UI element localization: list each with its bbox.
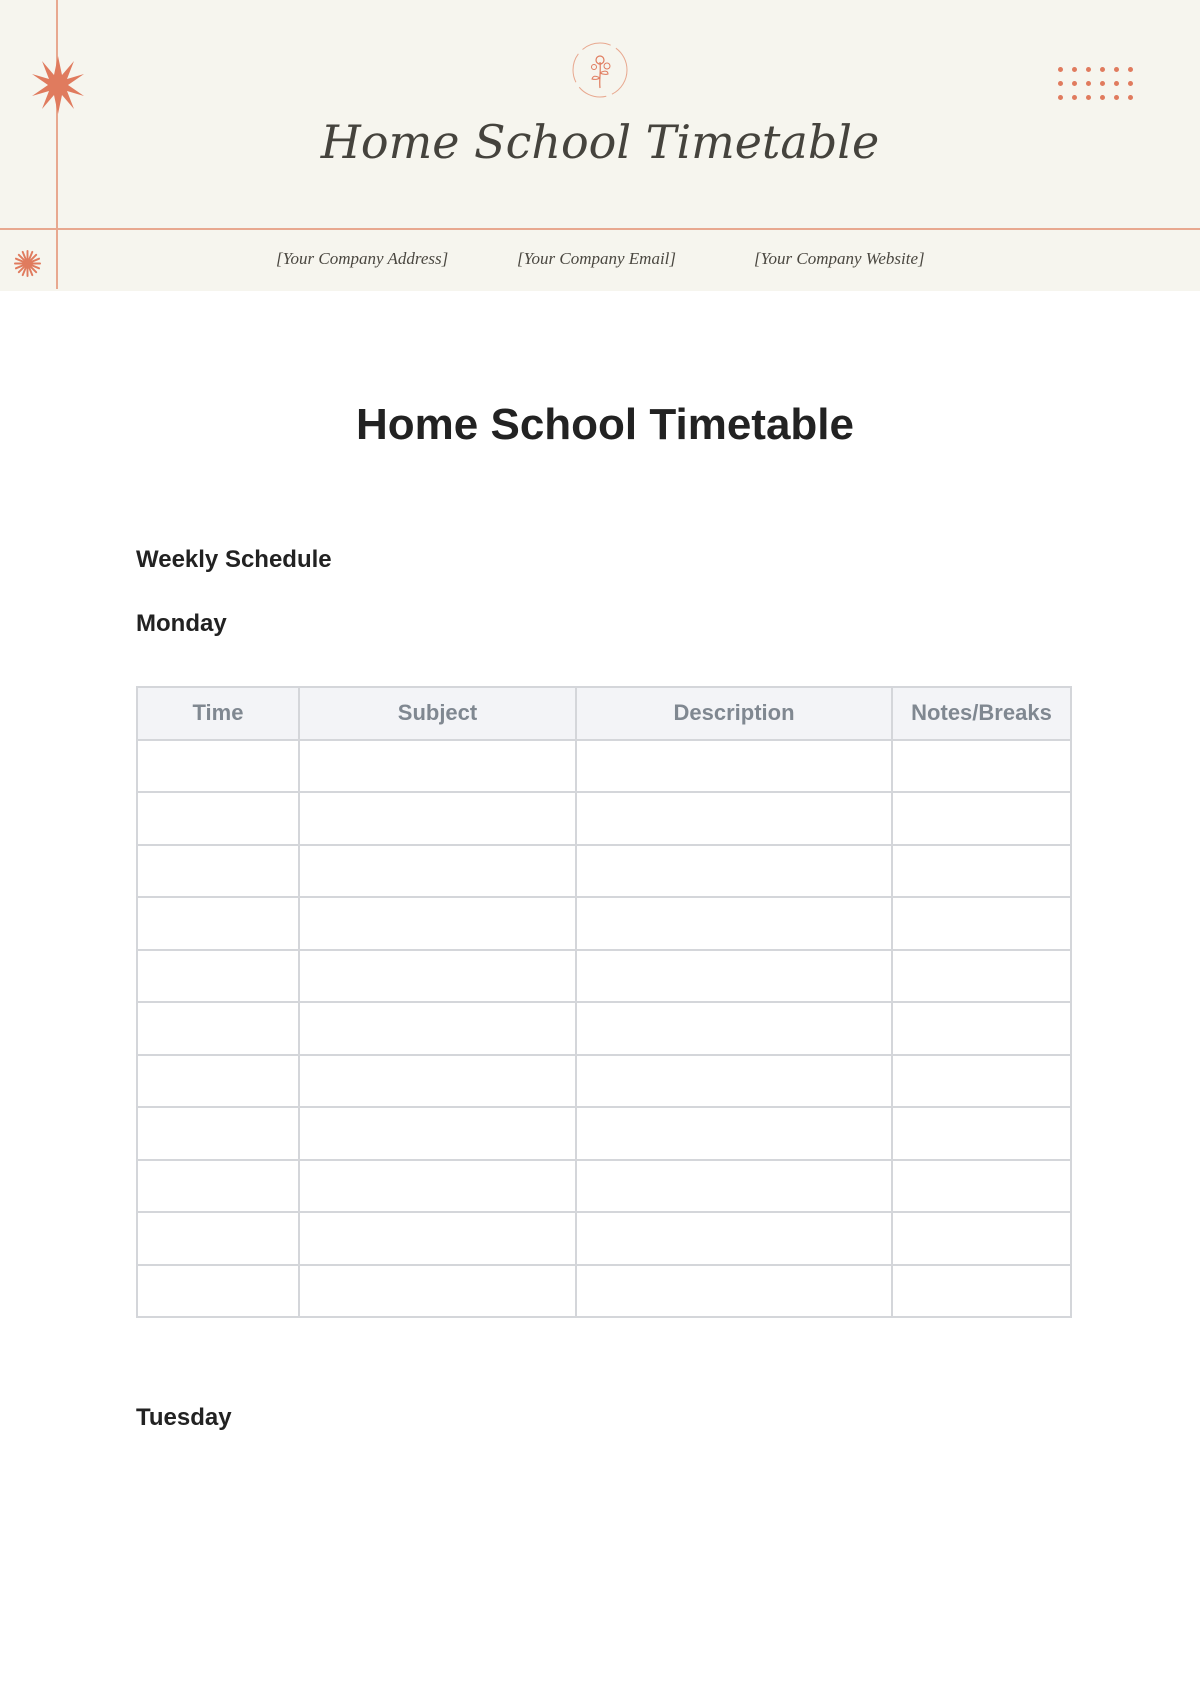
table-cell[interactable] — [137, 1002, 299, 1055]
table-cell[interactable] — [299, 1265, 576, 1318]
column-header-notes: Notes/Breaks — [892, 687, 1071, 740]
table-cell[interactable] — [299, 740, 576, 793]
table-cell[interactable] — [892, 1212, 1071, 1265]
table-cell[interactable] — [892, 792, 1071, 845]
company-website: [Your Company Website] — [754, 249, 925, 268]
table-cell[interactable] — [137, 1107, 299, 1160]
table-cell[interactable] — [576, 792, 892, 845]
table-cell[interactable] — [137, 845, 299, 898]
table-cell[interactable] — [299, 792, 576, 845]
column-header-subject: Subject — [299, 687, 576, 740]
table-cell[interactable] — [137, 1160, 299, 1213]
document-title: Home School Timetable — [356, 400, 854, 449]
dot-grid-decoration — [1058, 67, 1142, 103]
table-cell[interactable] — [576, 1160, 892, 1213]
table-cell[interactable] — [299, 845, 576, 898]
table-cell[interactable] — [576, 740, 892, 793]
table-cell[interactable] — [892, 1265, 1071, 1318]
table-row — [137, 1160, 1071, 1213]
table-cell[interactable] — [576, 1107, 892, 1160]
table-cell[interactable] — [299, 1107, 576, 1160]
table-cell[interactable] — [892, 950, 1071, 1003]
letterhead-title: Home School Timetable — [320, 115, 880, 169]
table-cell[interactable] — [576, 897, 892, 950]
horizontal-rule — [0, 228, 1200, 230]
table-cell[interactable] — [137, 950, 299, 1003]
company-email: [Your Company Email] — [517, 249, 677, 268]
letterhead — [0, 0, 1200, 291]
weekly-schedule-heading: Weekly Schedule — [136, 546, 332, 573]
starburst-small-icon — [14, 250, 41, 277]
table-cell[interactable] — [299, 950, 576, 1003]
table-cell[interactable] — [892, 845, 1071, 898]
table-cell[interactable] — [299, 1160, 576, 1213]
table-row — [137, 1107, 1071, 1160]
table-row — [137, 897, 1071, 950]
table-cell[interactable] — [892, 897, 1071, 950]
table-row — [137, 792, 1071, 845]
column-header-description: Description — [576, 687, 892, 740]
table-cell[interactable] — [137, 1055, 299, 1108]
table-row — [137, 845, 1071, 898]
table-row — [137, 1002, 1071, 1055]
flower-logo-icon — [570, 40, 630, 100]
table-cell[interactable] — [299, 897, 576, 950]
table-row — [137, 740, 1071, 793]
table-cell[interactable] — [137, 1265, 299, 1318]
table-cell[interactable] — [892, 1160, 1071, 1213]
table-cell[interactable] — [576, 950, 892, 1003]
table-row — [137, 1265, 1071, 1318]
table-cell[interactable] — [576, 1265, 892, 1318]
table-cell[interactable] — [576, 1055, 892, 1108]
table-cell[interactable] — [137, 740, 299, 793]
table-cell[interactable] — [576, 1212, 892, 1265]
table-cell[interactable] — [576, 845, 892, 898]
table-cell[interactable] — [892, 1107, 1071, 1160]
table-cell[interactable] — [299, 1002, 576, 1055]
table-cell[interactable] — [137, 1212, 299, 1265]
table-cell[interactable] — [892, 1055, 1071, 1108]
table-header-row — [137, 687, 1071, 740]
company-address: [Your Company Address] — [276, 249, 449, 268]
table-row — [137, 1055, 1071, 1108]
monday-heading: Monday — [136, 610, 227, 637]
table-cell[interactable] — [137, 792, 299, 845]
tuesday-heading: Tuesday — [136, 1404, 232, 1431]
table-cell[interactable] — [299, 1212, 576, 1265]
table-cell[interactable] — [299, 1055, 576, 1108]
table-cell[interactable] — [892, 740, 1071, 793]
table-cell[interactable] — [892, 1002, 1071, 1055]
starburst-icon — [29, 56, 87, 114]
table-row — [137, 1212, 1071, 1265]
company-logo — [570, 40, 630, 100]
table-cell[interactable] — [137, 897, 299, 950]
table-row — [137, 950, 1071, 1003]
monday-schedule-table — [136, 686, 1072, 1318]
column-header-time: Time — [137, 687, 299, 740]
table-body — [137, 740, 1071, 1318]
table-cell[interactable] — [576, 1002, 892, 1055]
